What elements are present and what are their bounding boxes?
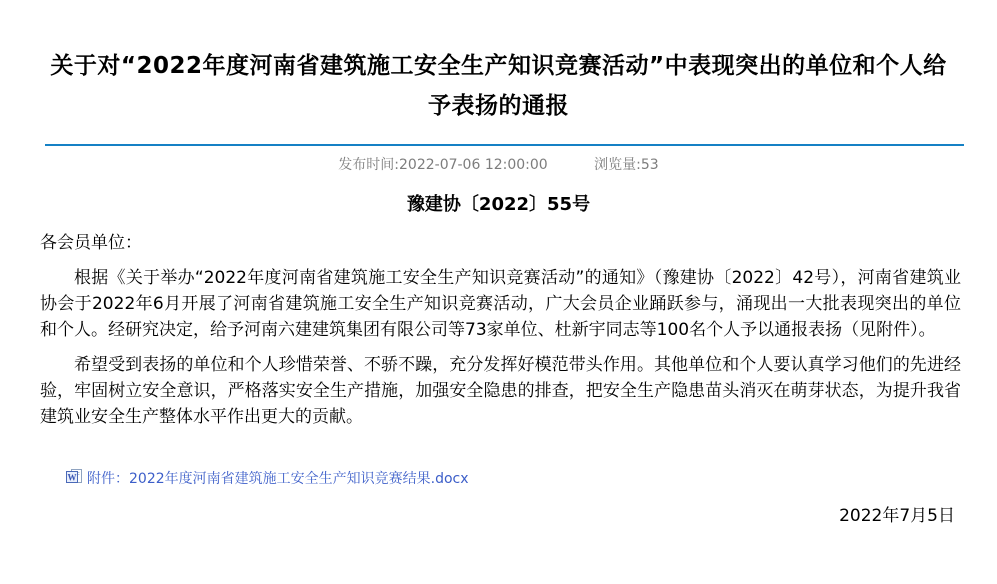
svg-text:W: W — [67, 472, 77, 483]
title-divider — [45, 144, 964, 146]
attachment-link[interactable]: 附件：2022年度河南省建筑施工安全生产知识竞赛结果.docx — [87, 471, 469, 487]
document-date: 2022年7月5日 — [839, 506, 955, 526]
salutation: 各会员单位： — [40, 233, 142, 253]
document-number: 豫建协〔2022〕55号 — [406, 194, 591, 215]
publish-time-label: 发布时间:2022-07-06 12:00:00 — [338, 157, 548, 173]
body-paragraph: 根据《关于举办“2022年度河南省建筑施工安全生产知识竞赛活动”的通知》（豫建协〔2022〕42号），河南省建筑业协会于2022年6月开展了河南省建筑施工安全生产知识竞赛活动，广大会员企业踊跃参与，涌现出一大批表现突出的单位和个人。经研究决定，给予河南六建建筑集团有限公司等73家单位、杜新宇同志等100名个人予以通报表扬（见附件）。 — [40, 268, 961, 340]
body-paragraph: 希望受到表扬的单位和个人珍惜荣誉、不骄不躁，充分发挥好模范带头作用。其他单位和个人要认真学习他们的先进经验，牢固树立安全意识，严格落实安全生产措施，加强安全隐患的排查，把安全生产隐患苗头消灭在萌芽状态，为提升我省建筑业安全生产整体水平作出更大的贡献。 — [40, 355, 961, 427]
view-count-label: 浏览量:53 — [594, 157, 659, 173]
word-doc-icon — [66, 469, 82, 489]
document-body — [40, 230, 961, 430]
notice-page — [0, 46, 997, 584]
publish-meta — [0, 155, 997, 175]
attachment-row — [66, 469, 997, 489]
page-title: 关于对“2022年度河南省建筑施工安全生产知识竞赛活动”中表现突出的单位和个人给予表扬的通报 — [50, 53, 947, 119]
